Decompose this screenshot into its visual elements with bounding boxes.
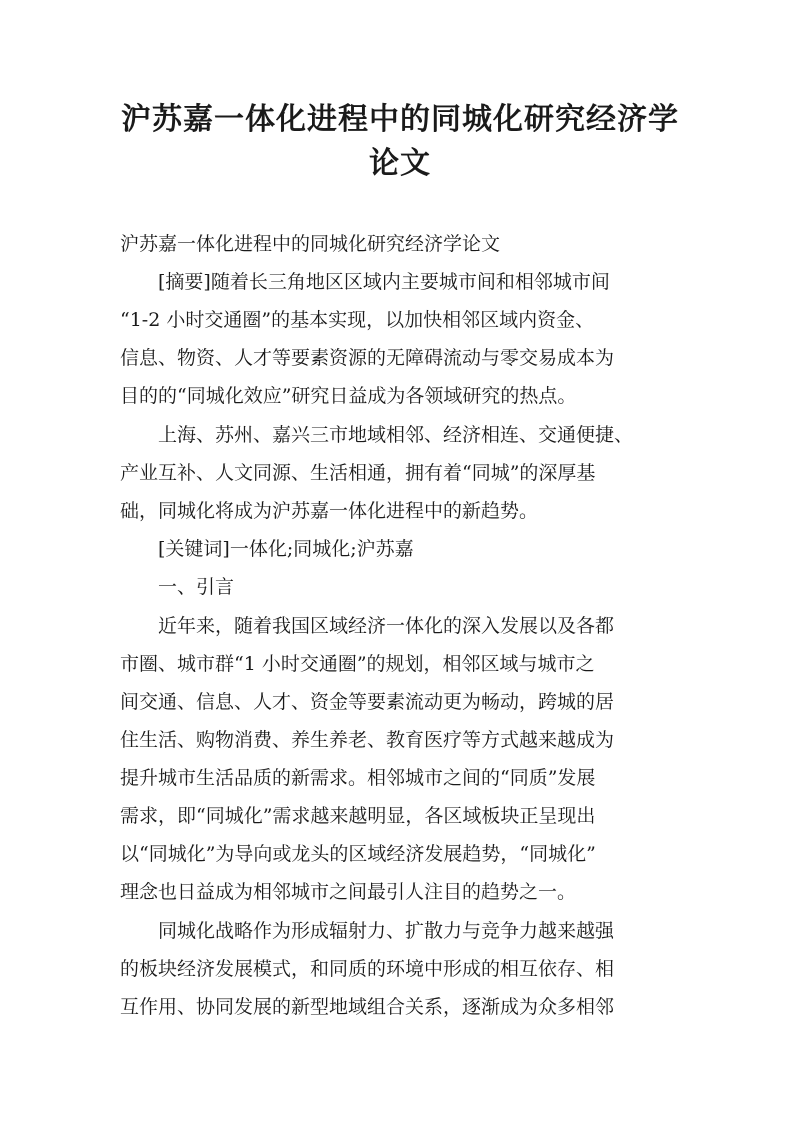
intro-paragraph-2-line-2: 的板块经济发展模式，和同质的环境中形成的相互依存、相 <box>120 958 615 980</box>
intro-paragraph-1-line-3: 间交通、信息、人才、资金等要素流动更为畅动，跨城的居 <box>120 691 615 713</box>
abstract-paragraph-2-line-1: 上海、苏州、嘉兴三市地域相邻、经济相连、交通便捷、 <box>158 424 634 446</box>
keywords-line: [关键词]一体化;同城化;沪苏嘉 <box>158 538 414 560</box>
document-title-line-1: 沪苏嘉一体化进程中的同城化研究经济学 <box>121 102 679 137</box>
document-title-line-2: 论文 <box>369 146 431 181</box>
abstract-line-4: 目的的“同城化效应”研究日益成为各领域研究的热点。 <box>120 385 577 407</box>
intro-paragraph-1-line-4: 住生活、购物消费、养生养老、教育医疗等方式越来越成为 <box>120 729 615 751</box>
abstract-line-3: 信息、物资、人才等要素资源的无障碍流动与零交易成本为 <box>120 347 615 369</box>
intro-paragraph-1-line-7: 以“同城化”为导向或龙头的区域经济发展趋势，“同城化” <box>120 843 596 865</box>
intro-paragraph-1-line-5: 提升城市生活品质的新需求。相邻城市之间的“同质”发展 <box>120 767 596 789</box>
abstract-line-2: “1-2 小时交通圈”的基本实现，以加快相邻区域内资金、 <box>120 309 595 331</box>
intro-paragraph-1-line-6: 需求，即“同城化”需求越来越明显，各区域板块正呈现出 <box>120 805 596 827</box>
abstract-paragraph-2-line-2: 产业互补、人文同源、生活相通，拥有着“同城”的深厚基 <box>120 462 596 484</box>
abstract-line-1: [摘要]随着长三角地区区域内主要城市间和相邻城市间 <box>158 271 610 293</box>
intro-paragraph-2-line-1: 同城化战略作为形成辐射力、扩散力与竞争力越来越强 <box>158 920 615 942</box>
section-heading-introduction: 一、引言 <box>158 576 235 598</box>
doc-subtitle-line: 沪苏嘉一体化进程中的同城化研究经济学论文 <box>120 233 501 255</box>
intro-paragraph-1-line-8: 理念也日益成为相邻城市之间最引人注目的趋势之一。 <box>120 881 577 903</box>
intro-paragraph-1-line-2: 市圈、城市群“1 小时交通圈”的规划，相邻区域与城市之 <box>120 653 595 675</box>
abstract-paragraph-2-line-3: 础，同城化将成为沪苏嘉一体化进程中的新趋势。 <box>120 500 539 522</box>
intro-paragraph-1-line-1: 近年来，随着我国区域经济一体化的深入发展以及各都 <box>158 615 615 637</box>
intro-paragraph-2-line-3: 互作用、协同发展的新型地域组合关系，逐渐成为众多相邻 <box>120 996 615 1018</box>
